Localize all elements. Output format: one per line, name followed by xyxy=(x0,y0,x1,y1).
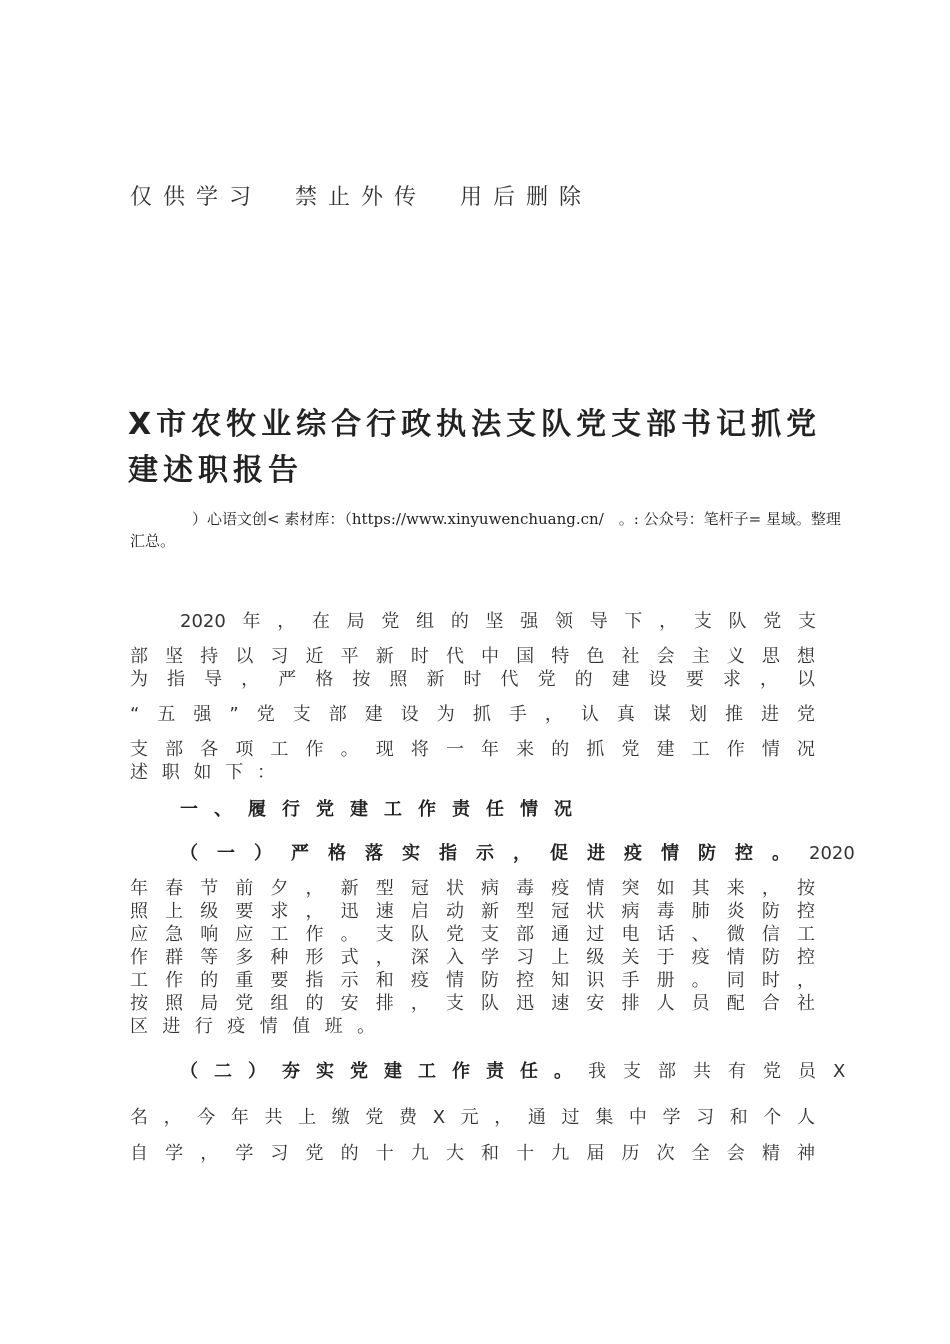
sub1-line-1: 年春节前夕，新型冠状病毒疫情突如其来，按 xyxy=(130,878,815,899)
sub1-line-2: 照上级要求，迅速启动新型冠状病毒肺炎防控 xyxy=(130,901,815,922)
document-title: X市农牧业综合行政执法支队党支部书记抓党建述职报告 xyxy=(128,407,822,488)
subsection-2-title-line xyxy=(180,1060,863,1084)
intro-line-2: 部坚持以习近平新时代中国特色社会主义思想 xyxy=(130,646,815,667)
subsection-1-title-tail: 2020 xyxy=(809,843,855,864)
sub1-line-3: 应急响应工作。支队党支部通过电话、微信工 xyxy=(130,924,815,945)
section-heading-1: 一、履行党建工作责任情况 xyxy=(180,799,588,820)
intro-line-5: 支部各项工作。现将一年来的抓党建工作情况 xyxy=(130,739,815,760)
intro-line-4: “五强”党支部建设为抓手，认真谋划推进党 xyxy=(130,704,815,725)
subsection-2-title: （二）夯实党建工作责任。 xyxy=(180,1061,588,1082)
sub1-line-6: 按照局党组的安排，支队迅速安排人员配合社 xyxy=(130,993,815,1014)
subsection-2-title-tail: 我支部共有党员X xyxy=(588,1061,863,1082)
subsection-1-title: （一）严格落实指示，促进疫情防控。 xyxy=(180,843,809,864)
sub1-line-5: 工作的重要指示和疫情防控知识手册。同时， xyxy=(130,970,815,991)
sub1-line-7: 区进行疫情值班。 xyxy=(130,1016,375,1037)
source-note: ）心语文创< 素材库：（https://www.xinyuwenchuang.cn/ 。: 公众号：笔杆子= 星域。整理汇总。 xyxy=(130,510,841,550)
distribution-notice: 仅供学习 禁止外传 用后删除 xyxy=(130,185,593,210)
sub2-line-2: 自学，学习党的十九大和十九届历次全会精神 xyxy=(130,1143,815,1164)
subsection-1-title-line xyxy=(180,842,855,866)
intro-line-6: 述职如下： xyxy=(130,762,275,783)
intro-line-3: 为指导，严格按照新时代党的建设要求，以 xyxy=(130,669,815,690)
sub2-line-1: 名，今年共上缴党费X元，通过集中学习和个人 xyxy=(130,1107,815,1128)
sub1-line-4: 作群等多种形式，深入学习上级关于疫情防控 xyxy=(130,947,815,968)
intro-line-1: 2020年，在局党组的坚强领导下，支队党支 xyxy=(180,611,816,632)
